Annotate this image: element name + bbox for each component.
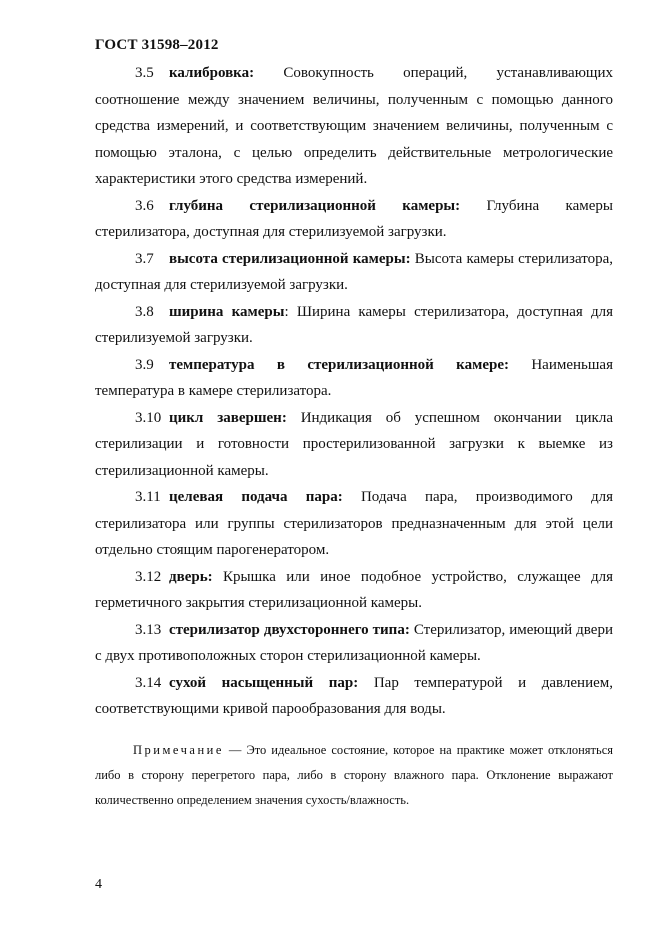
term-definition: Совокупность операций, устанавливающих соотношение между значением величины, полученным с помощью данного средства измерений, и соответствующим значением величины, полученным с помощью эталона, с целью определить действительные метрологические характеристики этого средства измерений. [95, 65, 613, 187]
term-3-10 [95, 405, 613, 485]
term-3-5 [95, 60, 613, 193]
term-name: высота стерилизационной камеры: [169, 250, 411, 267]
term-definition: Индикация об успешном окончании цикла стерилизации и готовности простерилизованной загрузки к выемке из стерилизационной камеры. [95, 409, 613, 479]
term-number: 3.6 [135, 197, 154, 214]
term-name: ширина камеры [169, 303, 285, 320]
term-3-6 [95, 193, 613, 246]
note-dash: — [223, 743, 247, 757]
term-number: 3.10 [135, 409, 162, 426]
note-paragraph [95, 738, 613, 813]
term-name: калибровка: [169, 65, 255, 81]
term-number: 3.5 [135, 65, 154, 81]
term-3-14 [95, 670, 613, 723]
term-definition: Подача пара, производимого для стерилизатора или группы стерилизаторов предназначенным для этой цели отдельно стоящим парогенератором. [95, 489, 613, 558]
term-definition: Крышка или иное подобное устройство, служащее для герметичного закрытия стерилизационной камеры. [95, 568, 613, 611]
term-3-13 [95, 617, 613, 670]
term-definition: Глубина камеры стерилизатора, доступная для стерилизуемой загрузки. [95, 197, 614, 240]
note-label: Примечание [133, 743, 224, 757]
standard-header: ГОСТ 31598–2012 [95, 37, 219, 53]
term-3-7 [95, 246, 613, 299]
term-3-12 [95, 564, 613, 617]
term-number: 3.7 [135, 250, 154, 267]
note-text: Это идеальное состояние, которое на практике может отклоняться либо в сторону перегретого пара, либо в сторону влажного пара. Отклонение выражают количественно определением значения сухость/влажность. [95, 743, 613, 807]
term-number: 3.9 [135, 356, 154, 373]
term-number: 3.11 [135, 489, 161, 505]
term-number: 3.14 [135, 674, 162, 691]
term-name: стерилизатор двухстороннего типа: [169, 621, 410, 638]
term-number: 3.12 [135, 568, 162, 585]
term-number: 3.8 [135, 303, 154, 320]
term-3-11 [95, 484, 613, 564]
term-definition: Стерилизатор, имеющий двери с двух противоположных сторон стерилизационной камеры. [95, 621, 613, 664]
term-definition: Наименьшая температура в камере стерилизатора. [95, 356, 613, 399]
term-name: глубина стерилизационной камеры: [169, 197, 461, 214]
term-definition: Пар температурой и давлением, соответствующими кривой парообразования для воды. [95, 674, 614, 717]
term-number: 3.13 [135, 621, 162, 638]
page-number: 4 [95, 877, 102, 892]
term-definition: : Ширина камеры стерилизатора, доступная для стерилизуемой загрузки. [95, 303, 613, 346]
terms-list [95, 60, 613, 723]
term-definition: Высота камеры стерилизатора, доступная для стерилизуемой загрузки. [95, 250, 613, 293]
term-name: цикл завершен: [169, 409, 287, 426]
term-name: целевая подача пара: [169, 489, 343, 505]
term-name: сухой насыщенный пар: [169, 674, 359, 691]
term-3-8 [95, 299, 613, 352]
term-3-9 [95, 352, 613, 405]
term-name: температура в стерилизационной камере: [169, 356, 509, 373]
term-name: дверь: [169, 568, 213, 585]
